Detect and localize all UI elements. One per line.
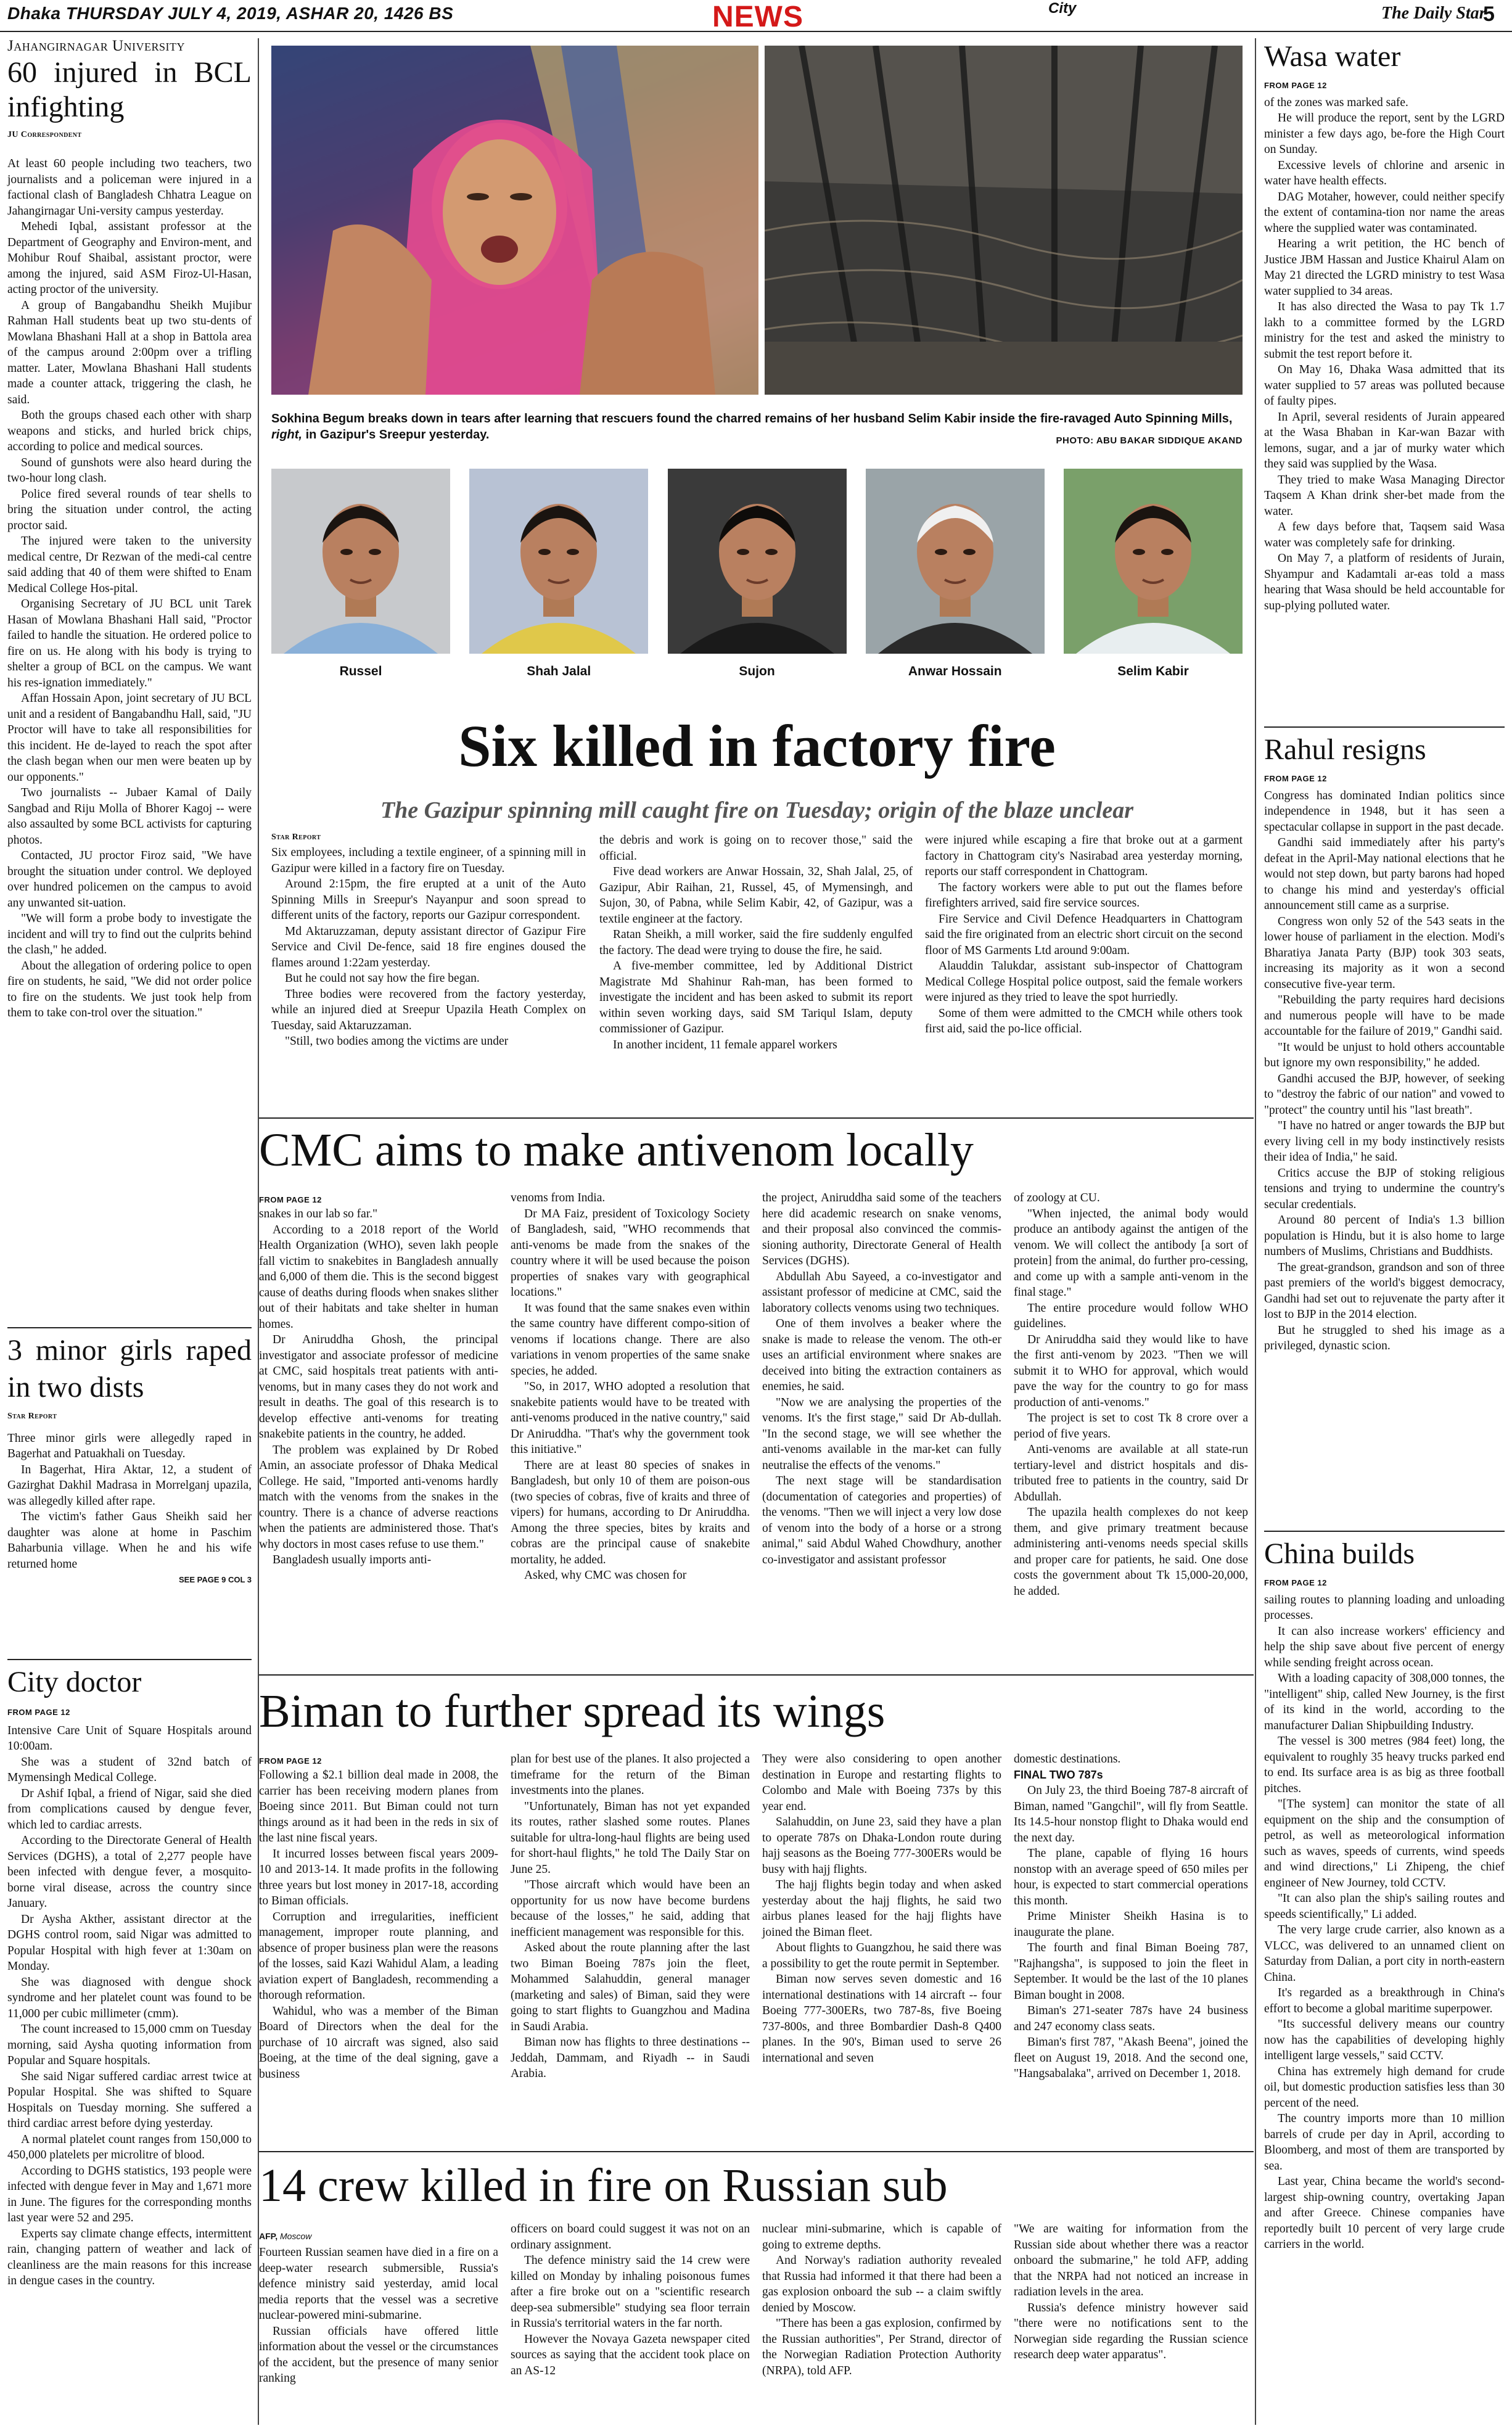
article-body-col: [762, 1190, 1001, 1568]
victim-name: Russel: [339, 664, 382, 678]
portrait-photo: [668, 469, 847, 654]
article-body-col: [511, 2221, 750, 2379]
article-body-col: [259, 1767, 498, 2082]
paragraph: It has also directed the Wasa to pay Tk 1.7 lakh to a committee formed by the LGRD ministry for the test and asked the ministry to submit the test report before it.: [1264, 300, 1505, 361]
paragraph: She was diagnosed with dengue shock syndrome and her platelet count was found to be 11,000 per cubic millimeter (cmm).: [7, 1975, 252, 2020]
article-headline: 14 crew killed in fire on Russian sub: [259, 2160, 948, 2211]
article-body-col: [762, 2221, 1001, 2379]
paragraph: Experts say climate change effects, intermittent rain, changing pattern of weather and lack of cleanliness are the main reasons for this increase in dengue cases in the country.: [7, 2227, 252, 2287]
from-page-label: FROM PAGE 12: [259, 1195, 322, 1204]
paragraph: Biman's 271-seater 787s have 24 business and 247 economy class seats.: [1014, 2004, 1248, 2033]
paragraph: Gandhi accused the BJP, however, of seeking to "destroy the fabric of our nation" and vowed to "protect" the country until his "last breath".: [1264, 1072, 1505, 1117]
article-headline: Rahul resigns: [1264, 733, 1426, 766]
from-page-label: FROM PAGE 12: [1264, 774, 1327, 783]
photo-burnt-factory-illustration: [765, 46, 1243, 395]
victim-name: Sujon: [739, 664, 775, 678]
article-kicker: Jahangirnagar University: [7, 38, 186, 54]
masthead-date: Dhaka THURSDAY JULY 4, 2019, ASHAR 20, 1426 BS: [7, 4, 454, 23]
article-headline: Biman to further spread its wings: [259, 1685, 885, 1737]
paragraph: Fourteen Russian seamen have died in a fire on a deep-water research submersible, Russia's defence ministry said yesterday, amid local media reports that the vessel was a secretive nuclear-powered mini-submarine.: [259, 2246, 498, 2322]
article-body-col: [1014, 2221, 1248, 2363]
paragraph: Gandhi said immediately after his party's defeat in the April-May national elections that he would not step down, but party barons had hoped to change his mind and yesterday's official announcement still came as a surprise.: [1264, 836, 1505, 912]
section-divider: [1264, 1531, 1505, 1532]
paragraph: It was found that the same snakes even within the same country have different compo-sition of venoms if locations change. There are also variations in venom properties of the same snake species, he added.: [511, 1301, 750, 1378]
paragraph: Dr Aniruddha Ghosh, the principal investigator and associate professor of medicine at CMC, said hospitals treat patients with anti-venoms, but in many cases they do not work and result in deaths. The goal of this research is to develop effective anti-venoms for treating snakebite patients in the country, he added.: [259, 1333, 498, 1441]
section-divider: [7, 1659, 252, 1660]
paragraph: The vessel is 300 metres (984 feet) long, the equivalent to roughly 35 heavy trucks parked end to end. Its surface area is as big as three football pitches.: [1264, 1735, 1505, 1795]
continued-link[interactable]: SEE PAGE 9 COL 3: [178, 1575, 252, 1584]
victim-name: Anwar Hossain: [908, 664, 1002, 678]
paragraph: "It can also plan the ship's sailing routes and speeds scientifically," Li added.: [1264, 1892, 1505, 1921]
paragraph: Congress won only 52 of the 543 seats in the lower house of parliament in the election. Modi's Bharatiya Janata Party (BJP) took 303 seats, increasing its majority as it won a second consecutive five-year term.: [1264, 915, 1505, 991]
victim-portrait: [866, 469, 1045, 681]
paragraph: venoms from India.: [511, 1191, 606, 1204]
from-page-label: FROM PAGE 12: [1264, 1578, 1327, 1587]
paragraph: China has extremely high demand for crude oil, but domestic production satisfies less than 30 percent of the need.: [1264, 2065, 1505, 2110]
paragraph: The upazila health complexes do not keep them, and give primary treatment because administering anti-venoms needs special skills and proper care for patients, he said. One dose costs the government about Tk 15,000-20,000, he added.: [1014, 1506, 1248, 1598]
photo-burnt-factory: [765, 46, 1243, 395]
paragraph: A few days before that, Taqsem said Wasa water was completely safe for drinking.: [1264, 520, 1505, 549]
paragraph: "Rebuilding the party requires hard decisions and numerous people will have to be made accountable for the failure of 2019," Gandhi said.: [1264, 993, 1505, 1038]
paragraph: The defence ministry said the 14 crew were killed on Monday by inhaling poisonous fumes after a fire broke out on a "scientific research deep-sea submersible" studying sea floor terrain in Russia's territorial waters in the far north.: [511, 2254, 750, 2330]
paragraph: Corruption and irregularities, inefficient management, improper route planning, and absence of proper business plan were the reasons of the losses, said Kazi Wahidul Alam, a leading aviation expert of Bangladesh, recommending a thorough reformation.: [259, 1910, 498, 2002]
section-title: NEWS: [712, 1, 803, 33]
article-minor-girls: [7, 1332, 252, 1588]
paragraph: There are at least 80 species of snakes in Bangladesh, but only 10 of them are poison-ous (two species of cobras, five of kraits and three of vipers) for humans, according to Dr Aniruddha. Among the three species, bites by kraits and cobras are the principal cause of snakebite mortality, he added.: [511, 1458, 750, 1566]
subhead: FINAL TWO 787s: [1014, 1768, 1103, 1781]
paragraph: On May 7, a platform of residents of Jurain, Shyampur and Kadamtali ar-eas told a mass hearing that Wasa should be held accountable for sup-plying polluted water.: [1264, 552, 1505, 612]
paragraph: nuclear mini-submarine, which is capable of going to extreme depths.: [762, 2223, 1001, 2252]
article-headline: CMC aims to make antivenom locally: [259, 1124, 974, 1176]
article-body: [7, 1723, 252, 2289]
paragraph: Intensive Care Unit of Square Hospitals around 10:00am.: [7, 1724, 252, 1753]
paragraph: Ratan Sheikh, a mill worker, said the fire suddenly engulfed the factory. The dead were trying to douse the fire, he said.: [599, 928, 913, 957]
article-byline: Star Report: [271, 833, 321, 842]
paragraph: Last year, China became the world's second-largest ship-owning country, overtaking Japan and after Greece. Chinese companies have reportedly built 10 percent of very large crude carriers in the world.: [1264, 2175, 1505, 2251]
portrait-photo: [469, 469, 648, 654]
paragraph: Biman now serves seven domestic and 16 international destinations with 14 aircraft -- four Boeing 777-300ERs, two 787-8s, five Boeing 737-800s, and three Bombardier Dash-8 Q400 planes. In the 90's, Biman used to serve 26 international and seven: [762, 1973, 1001, 2065]
paragraph: Prime Minister Sheikh Hasina is to inaugurate the plane.: [1014, 1910, 1248, 1939]
section-divider: [259, 1674, 1254, 1676]
paragraph: Excessive levels of chlorine and arsenic in water have health effects.: [1264, 158, 1505, 187]
paragraph: The fourth and final Biman Boeing 787, "Rajhangsha", is supposed to join the fleet in September. It would be the last of the 10 planes Biman bought in 2008.: [1014, 1941, 1248, 2002]
lead-subheadline: The Gazipur spinning mill caught fire on Tuesday; origin of the blaze unclear: [380, 797, 1134, 823]
paragraph: the project, Aniruddha said some of the teachers here did academic research on snake venoms, and their proposal also convinced the commis-sioning authority, Directorate General of Health Services (DGHS).: [762, 1191, 1001, 1267]
from-page-label: FROM PAGE 12: [1264, 81, 1327, 90]
paragraph: A normal platelet count ranges from 150,000 to 450,000 platelets per microlitre of blood.: [7, 2133, 252, 2162]
from-page-label: FROM PAGE 12: [7, 1708, 70, 1717]
paragraph: Hearing a writ petition, the HC bench of Justice JBM Hassan and Justice Khairul Alam on May 21 directed the LGRD ministry to test Wasa water supplied to 34 areas.: [1264, 237, 1505, 298]
victim-portrait: [271, 469, 450, 681]
paragraph: Critics accuse the BJP of stoking religious tensions and trying to undermine the country's secular credentials.: [1264, 1166, 1505, 1211]
photo-caption: Sokhina Begum breaks down in tears after learning that rescuers found the charred remains of her husband Selim Kabir inside the fire-ravaged Auto Spinning Mills, right, in Gazipur's Sreepur yesterday.: [271, 412, 1233, 442]
paragraph: Both the groups chased each other with sharp weapons and sticks, and hurled brick chips, according to police and medical sources.: [7, 409, 252, 453]
article-byline: AFP, Moscow: [259, 2231, 312, 2241]
paragraph: Dr MA Faiz, president of Toxicology Society of Bangladesh, said, "WHO recommends that anti-venoms be made from the snakes of the country where it will be used because the poison properties of snakes vary with geographical locations.": [511, 1207, 750, 1299]
paragraph: "It would be unjust to hold others accountable but ignore my own responsibility," he added.: [1264, 1040, 1505, 1069]
paragraph: "Those aircraft which would have been an opportunity for us now have become burdens because of the losses," he said, adding that inefficient management was responsible for this.: [511, 1878, 750, 1939]
article-body: [1264, 1592, 1505, 2253]
article-headline: Wasa water: [1264, 40, 1401, 73]
article-bcl-infighting: [7, 38, 252, 1021]
subsection-label: City: [1048, 0, 1077, 17]
portrait-photo: [1064, 469, 1243, 654]
paragraph: "We are waiting for information from the Russian side about whether there was a reactor onboard the submarine," he told AFP, adding that the NRPA had not noticed an increase in radiation levels in the area.: [1014, 2223, 1248, 2298]
victim-portraits: [271, 469, 1243, 681]
paragraph: Six employees, including a textile engineer, of a spinning mill in Gazipur were killed in a factory fire on Tuesday.: [271, 846, 586, 875]
paragraph: It's regarded as a breakthrough in China's effort to become a global maritime superpower.: [1264, 1986, 1505, 2015]
paragraph: The victim's father Gaus Sheikh said her daughter was alone at home in Paschim Baharbunia village. When he and his wife returned home: [7, 1510, 252, 1571]
paragraph: About flights to Guangzhou, he said there was a possibility to get the route permit in September.: [762, 1941, 1001, 1970]
paragraph: "So, in 2017, WHO adopted a resolution that snakebite patients would have to be treated with anti-venoms produced in the native country," said Dr Aniruddha. "That's why the government took this initiative.": [511, 1380, 750, 1456]
paragraph: Asked about the route planning after the last two Biman Boeing 787s join the fleet, Mohammed Salahuddin, general manager (marketing and sales) of Biman, said they were going to start flights to Guangzhou and Madina in Saudi Arabia.: [511, 1941, 750, 2033]
paragraph: Asked, why CMC was chosen for: [524, 1569, 687, 1582]
paragraph: Russia's defence ministry however said "there were no notifications sent to the Norwegian side regarding the Russian science research deep water apparatus".: [1014, 2301, 1248, 2361]
article-body: [7, 156, 252, 1021]
paragraph: And Norway's radiation authority revealed that Russia had informed it that there had been a gas explosion onboard the sub -- a claim swiftly denied by Moscow.: [762, 2254, 1001, 2314]
article-headline: City doctor: [7, 1666, 142, 1698]
paragraph: Abdullah Abu Sayeed, a co-investigator and assistant professor of medicine at CMC, said the laboratory collects venoms using two techniques.: [762, 1270, 1001, 1315]
paragraph: He will produce the report, sent by the LGRD minister a few days ago, be-fore the High Court on Sunday.: [1264, 112, 1505, 156]
article-body: [1264, 788, 1505, 1354]
paragraph: were injured while escaping a fire that broke out at a garment factory in Chattogram city's Nasirabad area yesterday morning, reports our staff correspondent in Chattogram.: [925, 834, 1243, 878]
paragraph: They were also considering to open another destination in Europe and restarting flights to Colombo and Male with Boeing 737s by this year end.: [762, 1753, 1001, 1813]
paragraph: On May 16, Dhaka Wasa admitted that its water supplied to 57 areas was polluted because of faulty pipes.: [1264, 363, 1505, 408]
paragraph: The problem was explained by Dr Robed Amin, an associate professor of Dhaka Medical College. He said, "Imported anti-venoms hardly match with the venoms from the snakes in the country. There is a chance of adverse reactions when the patients are administered those. That's why doctors in most cases refuse to use them.": [259, 1443, 498, 1551]
article-body-col: [925, 833, 1243, 1037]
paragraph: About the allegation of ordering police to open fire on students, he said, "We did not order police to fire on the students. We just took help from them to take con-trol over the situation.": [7, 959, 252, 1019]
article-city-doctor: [7, 1665, 252, 2289]
photo-credit: PHOTO: ABU BAKAR SIDDIQUE AKAND: [1056, 435, 1243, 446]
paragraph: Anti-venoms are available at all state-run tertiary-level and district hospitals and dis-tributed free to patients in the country, said Dr Abdullah.: [1014, 1443, 1248, 1503]
article-body: [1264, 95, 1505, 614]
paragraph: Two journalists -- Jubaer Kamal of Daily Sangbad and Riju Molla of Bhorer Kagoj -- were also assaulted by some BCL activists for capturing photos.: [7, 786, 252, 847]
paragraph: snakes in our lab so far.": [259, 1207, 378, 1220]
article-body-col: domestic destinations. FINAL TWO 787s On July 23, the third Boeing 787-8 aircraft of Biman, named "Gangchil", will fly from Seattle. Its 14.5-hour nonstop flight to Dhaka would end the next day. The plane, capable of flying 16 hours nonstop with an average speed of 650 miles per hour, is expected to start commercial operations this month. Prime Minister Sheikh Hasina is to inaugurate the plane. The fourth and final Biman Boeing 787, "Rajhangsha", is supposed to join the fleet in September. It would be the last of the 10 planes Biman bought in 2008. Biman's 271-seater 787s have 24 business and 247 economy class seats. Biman's first 787, "Akash Beena", joined the fleet on August 19, 2018. And the second one, "Hangsabalaka", arrived on December 1, 2018.: [1014, 1751, 1248, 2082]
paragraph: A group of Bangabandhu Sheikh Mujibur Rahman Hall students beat up two stu-dents of Mowlana Bhashani Hall at a shop in Battola area of the campus around 2:00pm over a trifling matter. Later, Mowlana Bhashani Hall students made a counter attack, triggering the clash, he said.: [7, 298, 252, 406]
section-divider: [259, 2151, 1254, 2152]
victim-portrait: [668, 469, 847, 681]
paragraph: Some of them were admitted to the CMCH while others took first aid, said the po-lice official.: [925, 1006, 1243, 1035]
paragraph: "Its successful delivery means our country now has the capabilities of developing highly intelligent large vessels," said CCTV.: [1264, 2018, 1505, 2062]
victim-name: Shah Jalal: [527, 664, 591, 678]
victim-portrait: [469, 469, 648, 681]
paragraph: But he could not say how the fire began.: [285, 972, 480, 985]
paragraph: "Now we are analysing the properties of the venoms. It's the first stage," said Dr Ab-dullah. "In the second stage, we will see whether the anti-venoms available in the mar-ket can fully neutralise the effects of the venoms.": [762, 1396, 1001, 1472]
paragraph: Following a $2.1 billion deal made in 2008, the carrier has been receiving modern planes from Boeing since 2011. But Biman could not turn things around as it had been in the reds in six of the last nine fiscal years.: [259, 1769, 498, 1845]
paragraph: Around 80 percent of India's 1.3 billion population is Hindu, but it is also home to large numbers of Muslims, Christians and Buddhists.: [1264, 1214, 1505, 1258]
article-china-builds: [1264, 1536, 1505, 2253]
from-page-label: FROM PAGE 12: [259, 1756, 322, 1766]
paragraph: A five-member committee, led by Additional District Magistrate Md Shahinur Rah-man, has been formed to investigate the incident and has been asked to submit its report within seven working days, said SM Tariqul Islam, deputy commissioner of Gazipur.: [599, 960, 913, 1035]
paragraph: The next stage will be standardisation (documentation of categories and properties) of the venoms. "Then we will inject a very low dose of venom into the body of a horse or a strong animal," said Abdul Wahed Chowdhury, another co-investigator and assistant professor: [762, 1475, 1001, 1566]
article-headline: 60 injured in BCL infighting: [7, 56, 252, 123]
paragraph: Contacted, JU proctor Firoz said, "We have brought the situation under control. We deployed over hundred policemen on the campus to avoid any unwanted sit-uation.: [7, 849, 252, 910]
paragraph: of the zones was marked safe.: [1264, 96, 1408, 109]
paragraph: Salahuddin, on June 23, said they have a plan to operate 787s on Dhaka-London route during hajj seasons as the Boeing 777-300ERs would be busy with hajj flights.: [762, 1816, 1001, 1876]
paragraph: With a loading capacity of 308,000 tonnes, the "intelligent" ship, called New Journey, is the first of its kind in the world, according to the manufacturer Dalian Shipbuilding Industry.: [1264, 1672, 1505, 1732]
paragraph: Police fired several rounds of tear shells to bring the situation under control, the acting proctor said.: [7, 487, 252, 532]
paragraph: The plane, capable of flying 16 hours nonstop with an average speed of 650 miles per hour, is expected to start commercial operations this month.: [1014, 1847, 1248, 1907]
article-body-col: [762, 1751, 1001, 2066]
article-headline: China builds: [1264, 1537, 1415, 1570]
paragraph: It can also increase workers' efficiency and help the ship save about five percent of energy while sending freight across ocean.: [1264, 1624, 1505, 1669]
paragraph: sailing routes to planning loading and unloading processes.: [1264, 1593, 1505, 1622]
paragraph: The injured were taken to the university medical centre, Dr Rezwan of the medi-cal centre said adding that 40 of them were shifted to Enam Medical College Hos-pital.: [7, 535, 252, 595]
masthead: [0, 0, 1512, 32]
paragraph: The country imports more than 10 million barrels of crude per day in April, according to Bloomberg, and most of them are transported by sea.: [1264, 2112, 1505, 2173]
paragraph: "When injected, the animal body would produce an antibody against the antigen of the venom. We will collect the antibody [a sort of protein] from the animal, do further pro-cessing, and come up with a sample anti-venom in the final stage.": [1014, 1207, 1248, 1299]
article-body-col: [271, 845, 586, 1050]
portrait-photo: [866, 469, 1045, 654]
paragraph: The hajj flights begin today and when asked yesterday about the hajj flights, he said two airbus planes leased for the hajj flights have joined the Biman fleet.: [762, 1878, 1001, 1939]
paragraph: The project is set to cost Tk 8 crore over a period of five years.: [1014, 1412, 1248, 1441]
paragraph: Affan Hossain Apon, joint secretary of JU BCL unit and a resident of Bangabandhu Hall, said, "JU Proctor will have to take all responsibilities for this incident. He de-layed to reach the spot after the clash began when our men were beaten up by our opponents.": [7, 692, 252, 784]
photo-grieving-woman: [271, 46, 758, 395]
paragraph: On July 23, the third Boeing 787-8 aircraft of Biman, named "Gangchil", will fly from Seattle. Its 14.5-hour nonstop flight to Dhaka would end the next day.: [1014, 1784, 1248, 1845]
paragraph: They tried to make Wasa Managing Director Taqsem A Khan drink sher-bet made from the water.: [1264, 473, 1505, 518]
paragraph: "[The system] can monitor the state of all equipment on the ship and the consumption of petrol, as well as meteorological information such as waves, speeds of currents, wind speeds and wind directions," Li Zhipeng, the chief engineer of New Journey, told CCTV.: [1264, 1798, 1505, 1890]
paragraph: The great-grandson, grandson and son of three past premiers of the world's biggest democracy, Gandhi had set out to rejuvenate the party after it lost to BJP in the 2014 election.: [1264, 1261, 1505, 1321]
paragraph: Five dead workers are Anwar Hossain, 32, Shah Jalal, 25, of Gazipur, Abir Raihan, 21, Russel, 45, of Mymensingh, and Sujon, 30, of Pabna, while Selim Kabir, 42, of Gazipur, was a textile engineer at the factory.: [599, 865, 913, 926]
paragraph: "I have no hatred or anger towards the BJP but every living cell in my body instinctively resists their idea of India," he said.: [1264, 1119, 1505, 1164]
paragraph: Mehedi Iqbal, assistant professor at the Department of Geography and Environ-ment, and Mohibur Rouf Shaibal, assistant proctor, were among the injured, said ASM Firoz-Ul-Hasan, acting proctor of the university.: [7, 220, 252, 296]
paragraph: In April, several residents of Jurain appeared at the Wasa Bhaban in Kar-wan Bazar with lemons, sugar, and a jar of murky water which they said was supplied by the Wasa.: [1264, 410, 1505, 471]
paragraph: The factory workers were able to put out the flames before firefighters arrived, said fire service sources.: [925, 881, 1243, 910]
article-byline: JU Correspondent: [7, 130, 82, 139]
article-body: [7, 1431, 252, 1573]
page-number: 5: [1483, 2, 1495, 26]
article-wasa-water: [1264, 38, 1505, 614]
paragraph: Three minor girls were allegedly raped in Bagerhat and Patuakhali on Tuesday.: [7, 1431, 252, 1460]
paragraph: DAG Motaher, however, could neither specify the extent of contamina-tion nor name the areas where the supplied water was contaminated.: [1264, 190, 1505, 235]
section-divider: [7, 1327, 252, 1328]
paragraph: According to a 2018 report of the World Health Organization (WHO), seven lakh people fall victim to snakebites in Bangladesh annually and 6,000 of them die. This is the second biggest cause of deaths during floods when snakes slither out of their habitats and take shelter in human homes.: [259, 1223, 498, 1331]
paragraph: Biman's first 787, "Akash Beena", joined the fleet on August 19, 2018. And the second one, "Hangsabalaka", arrived on December 1, 2018.: [1014, 2036, 1248, 2080]
paragraph: "There has been a gas explosion, confirmed by the Russian authorities", Per Strand, director of the Norwegian Radiation Protection Authority (NRPA), told AFP.: [762, 2317, 1001, 2377]
paragraph: In Bagerhat, Hira Aktar, 12, a student of Gazirghat Dakhil Madrasa in Morrelganj upazila, was allegedly killed after rape.: [7, 1463, 252, 1508]
paragraph: The entire procedure would follow WHO guidelines.: [1014, 1301, 1248, 1330]
paragraph: According to the Directorate General of Health Services (DGHS), a total of 2,277 people have been infected with dengue fever, a mosquito-borne viral disease, across the country since January.: [7, 1834, 252, 1910]
paragraph: Three bodies were recovered from the factory yesterday, while an injured died at Sreepur Upazila Heath Complex on Tuesday, said Aktaruzzaman.: [271, 987, 586, 1032]
section-divider: [259, 1117, 1254, 1119]
paragraph: Sound of gunshots were also heard during the two-hour long clash.: [7, 456, 252, 485]
lead-headline: Six killed in factory fire: [458, 713, 1056, 779]
paragraph: In another incident, 11 female apparel workers: [613, 1038, 837, 1051]
paragraph: However the Novaya Gazeta newspaper cited sources as saying that the accident took place on an AS-12: [511, 2332, 750, 2377]
paragraph: Wahidul, who was a member of the Biman Board of Directors when the deal for the purchase of 10 aircraft was signed, also said Boeing, at the time of the deal signing, gave a business: [259, 2004, 498, 2081]
paragraph: Dr Aysha Akther, assistant director at the DGHS control room, said Nigar was admitted to Popular Hospital with high fever at 1:30am on Monday.: [7, 1912, 252, 1973]
portrait-photo: [271, 469, 450, 654]
article-body-col: [599, 833, 913, 1053]
paragraph: Fire Service and Civil Defence Headquarters in Chattogram said the fire originated from an electric short circuit on the second floor of MS Garments Ltd around 9:00am.: [925, 912, 1243, 957]
paragraph: Congress has dominated Indian politics since independence in 1948, but it has seen a spectacular collapse in support in the past decade.: [1264, 789, 1505, 834]
article-body-col: [259, 2245, 498, 2387]
article-body-col: [1014, 1190, 1248, 1599]
paragraph: She was a student of 32nd batch of Mymensingh Medical College.: [7, 1755, 252, 1784]
article-body-col: [259, 1206, 498, 1568]
article-rahul-resigns: [1264, 731, 1505, 1354]
paragraph: Dr Ashif Iqbal, a friend of Nigar, said she died from complications caused by dengue fever, which led to cardiac arrests.: [7, 1787, 252, 1832]
article-headline: 3 minor girls raped in two dists: [7, 1334, 252, 1404]
article-byline: Star Report: [7, 1412, 57, 1421]
paragraph: According to DGHS statistics, 193 people were infected with dengue fever in May and 1,671 more in June. The figures for the corresponding months last year were 52 and 295.: [7, 2164, 252, 2224]
paragraph: "Unfortunately, Biman has not yet expanded its routes, rather slashed some routes. Planes suitable for ultra-long-haul flights are being used for short-haul flights," he told The Daily Star on June 25.: [511, 1800, 750, 1876]
paragraph: But he struggled to shed his image as a privileged, dynastic scion.: [1264, 1323, 1505, 1352]
paragraph: "Still, two bodies among the victims are under: [285, 1035, 509, 1048]
paragraph: officers on board could suggest it was not on an ordinary assignment.: [511, 2223, 750, 2252]
paragraph: Around 2:15pm, the fire erupted at a unit of the Auto Spinning Mills in Sreepur's Nayanpur and soon spread to different units of the factory, reports our Gazipur correspondent.: [271, 878, 586, 922]
paragraph: The count increased to 15,000 cmm on Tuesday morning, said Aysha quoting information from Popular and Square hospitals.: [7, 2023, 252, 2067]
paragraph: It incurred losses between fiscal years 2009-10 and 2013-14. It made profits in the following three years but lost money in 2017-18, according to Biman officials.: [259, 1847, 498, 1907]
paragraph: "We will form a probe body to investigate the incident and will try to find out the culprits behind the clash," he added.: [7, 912, 252, 956]
victim-portrait: [1064, 469, 1243, 681]
article-body-col: [511, 1751, 750, 2082]
paragraph: the debris and work is going on to recover those," said the official.: [599, 834, 913, 863]
paragraph: She said Nigar suffered cardiac arrest twice at Popular Hospital. She was shifted to Square Hospitals on Tuesday morning. She suffered a third cardiac arrest before dying yesterday.: [7, 2070, 252, 2130]
paragraph: Dr Aniruddha said they would like to have the first anti-venom by 2023. "Then we will submit it to WHO for approval, which would pave the way for the country to go for mass production of anti-venoms.": [1014, 1333, 1248, 1409]
paragraph: Alauddin Talukdar, assistant sub-inspector of Chattogram Medical College Hospital police outpost, said the female workers were injured as they tried to leave the spot hurriedly.: [925, 960, 1243, 1004]
paragraph: Organising Secretary of JU BCL unit Tarek Hasan of Mowlana Bhashani Hall said, "Proctor failed to handle the situation. He ordered police to fire on us. He along with his body is trying to shelter a group of BCL on the campus. We want his res-ignation immediately.": [7, 598, 252, 689]
section-divider: [1264, 726, 1505, 728]
paragraph: One of them involves a beaker where the snake is made to release the venom. The oth-er uses an artificial environment where snakes are deceived into biting the extraction containers as enemies, he said.: [762, 1317, 1001, 1393]
paragraph: Russian officials have offered little information about the vessel or the circumstances of the accident, but the presence of many senior ranking: [259, 2324, 498, 2385]
victim-name: Selim Kabir: [1117, 664, 1189, 678]
paragraph: of zoology at CU.: [1014, 1191, 1100, 1204]
column-rule: [1255, 38, 1256, 2425]
paragraph: Biman now has flights to three destinations -- Jeddah, Dammam, and Riyadh -- in Saudi Arabia.: [511, 2036, 750, 2080]
paragraph: Bangladesh usually imports anti-: [273, 1553, 432, 1566]
paragraph: The very large crude carrier, also known as a VLCC, was delivered to an unnamed client on Saturday from Dalian, a port city in north-eastern China.: [1264, 1923, 1505, 1984]
paragraph: At least 60 people including two teachers, two journalists and a policeman were injured in a factional clash of Bangladesh Chhatra League on Jahangirnagar Uni-versity campus yesterday.: [7, 157, 252, 218]
paper-name: The Daily Star: [1381, 4, 1486, 23]
photo-grieving-woman-illustration: [271, 46, 758, 395]
paragraph: Md Aktaruzzaman, deputy assistant director of Gazipur Fire Service and Civil De-fence, said 18 fire engines doused the flames around 1:22am yesterday.: [271, 924, 586, 969]
article-body-col: [511, 1190, 750, 1584]
paragraph: plan for best use of the planes. It also projected a timeframe for the return of the Biman investments into the planes.: [511, 1753, 750, 1797]
